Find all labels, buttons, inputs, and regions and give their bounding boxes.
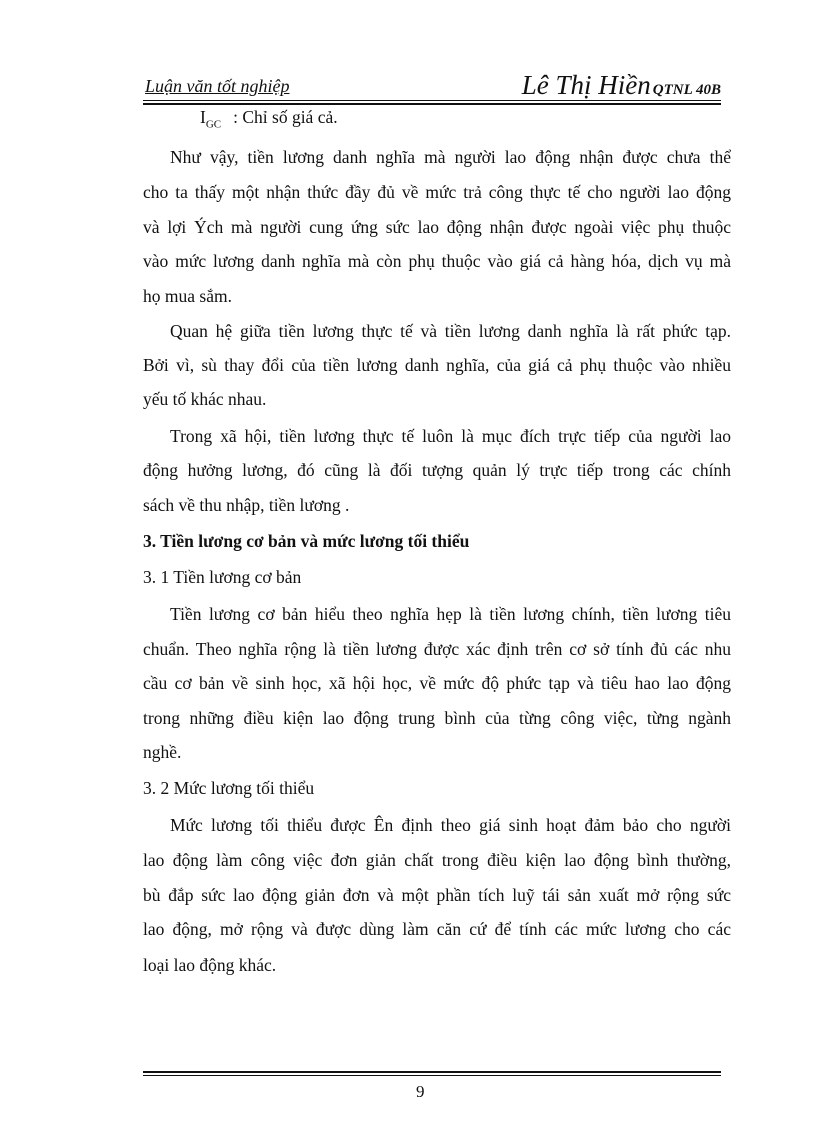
paragraph-4-line: trong những điều kiện lao động trung bình của từng công việc, từng ngành [143, 708, 731, 728]
page-number: 9 [416, 1082, 425, 1101]
paragraph-3-line: động hưởng lương, đó cũng là đối tượng quản lý trực tiếp trong các chính [143, 460, 731, 480]
symbol: I [200, 107, 206, 127]
paragraph-1-line: vào mức lương danh nghĩa mà còn phụ thuộc vào giá cả hàng hóa, dịch vụ mà [143, 251, 731, 271]
class-code: QTNL 40B [652, 82, 721, 98]
paragraph-4-line: chuẩn. Theo nghĩa rộng là tiền lương được xác định trên cơ sở tính đủ các nhu [143, 639, 731, 659]
paragraph-1-line: Như vậy, tiền lương danh nghĩa mà người lao động nhận được chưa thể [170, 147, 731, 167]
paragraph-1-line: cho ta thấy một nhận thức đầy đủ về mức trả công thực tế cho người lao động [143, 182, 731, 202]
symbol-definition [200, 106, 338, 136]
paragraph-1-line: họ mua sắm. [143, 286, 232, 306]
author-block [522, 70, 721, 101]
footer-rule-thick [143, 1071, 721, 1073]
footer-rule-thin [143, 1075, 721, 1076]
paragraph-4-line: cầu cơ bản về sinh học, xã hội học, về mức độ phức tạp và tiêu hao lao động [143, 673, 731, 693]
header-rule-thin [143, 100, 721, 101]
thesis-title: Luận văn tốt nghiệp [145, 76, 290, 96]
paragraph-5-line: bù đắp sức lao động giản đơn và một phần tích luỹ tái sản xuất mở rộng sức [143, 885, 731, 905]
symbol-subscript: GC [205, 118, 222, 131]
paragraph-4-line: Tiền lương cơ bản hiểu theo nghĩa hẹp là tiền lương chính, tiền lương tiêu [170, 604, 731, 624]
paragraph-2-line: yếu tố khác nhau. [143, 389, 267, 409]
subsection-heading: 3. 2 Mức lương tối thiểu [143, 778, 315, 798]
paragraph-1-line: và lợi Ých mà người cung ứng sức lao động nhận được ngoài việc phụ thuộc [143, 217, 731, 237]
header-rule-thick [143, 103, 721, 105]
paragraph-5-line: Mức lương tối thiểu được Ên định theo giá sinh hoạt đảm bảo cho người [170, 815, 731, 835]
subsection-heading: 3. 1 Tiền lương cơ bản [143, 567, 302, 587]
author-name: Lê Thị Hiền [521, 70, 651, 100]
paragraph-5-line: loại lao động khác. [143, 955, 277, 975]
paragraph-2-line: Quan hệ giữa tiền lương thực tế và tiền lương danh nghĩa là rất phức tạp. [170, 321, 731, 341]
symbol-description: : Chỉ số giá cả. [233, 107, 338, 127]
section-heading: 3. Tiền lương cơ bản và mức lương tối thiểu [143, 531, 470, 551]
paragraph-5-line: lao động, mở rộng và được dùng làm căn cứ để tính các mức lương cho các [143, 919, 731, 939]
page-header [143, 70, 721, 102]
paragraph-4-line: nghề. [143, 742, 182, 762]
paragraph-3-line: sách về thu nhập, tiền lương . [143, 495, 350, 515]
paragraph-3-line: Trong xã hội, tiền lương thực tế luôn là mục đích trực tiếp của người lao [170, 426, 731, 446]
paragraph-5-line: lao động làm công việc đơn giản chất trong điều kiện lao động bình thường, [143, 850, 731, 870]
paragraph-2-line: Bởi vì, sù thay đổi của tiền lương danh nghĩa, của giá cả phụ thuộc vào nhiều [143, 355, 731, 375]
